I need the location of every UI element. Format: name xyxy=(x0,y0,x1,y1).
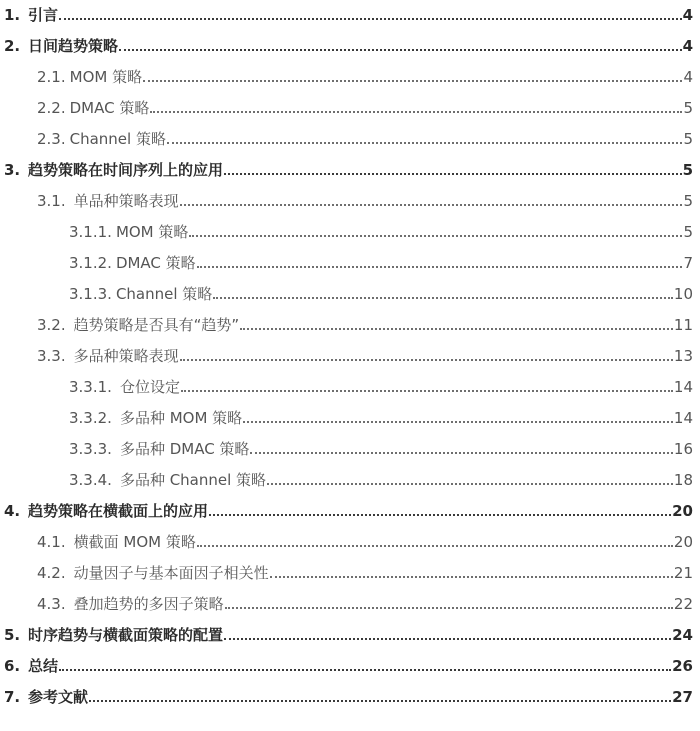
dot-leader xyxy=(119,49,682,51)
toc-entry[interactable] xyxy=(0,248,700,272)
toc-entry[interactable] xyxy=(0,0,700,24)
toc-entry-number: 3.2. xyxy=(37,316,66,334)
toc-entry-page: 10 xyxy=(673,285,693,303)
toc-entry-number: 7. xyxy=(4,688,21,706)
dot-leader xyxy=(197,545,673,547)
toc-entry-title: 多品种策略表现 xyxy=(73,347,179,365)
toc-entry-number: 4. xyxy=(4,502,21,520)
toc-entry[interactable] xyxy=(0,682,700,706)
toc-entry[interactable] xyxy=(0,651,700,675)
toc-entry-title: 仓位设定 xyxy=(119,378,180,396)
toc-entry-title: 趋势策略在时间序列上的应用 xyxy=(28,161,224,179)
toc-entry[interactable] xyxy=(0,31,700,55)
dot-leader xyxy=(224,638,671,640)
toc-entry-title: 多品种 MOM 策略 xyxy=(119,409,243,427)
toc-entry-page: 4 xyxy=(683,68,693,86)
toc-entry-page: 18 xyxy=(673,471,693,489)
toc-entry-page: 5 xyxy=(683,130,693,148)
dot-leader xyxy=(270,576,673,578)
toc-entry-title: MOM 策略 xyxy=(69,68,143,86)
toc-entry-title: DMAC 策略 xyxy=(69,99,150,117)
toc-entry-number: 4.1. xyxy=(37,533,66,551)
toc-entry[interactable] xyxy=(0,465,700,489)
toc-entry[interactable] xyxy=(0,589,700,613)
dot-leader xyxy=(150,111,682,113)
toc-entry-number: 3.3.4. xyxy=(69,471,112,489)
dot-leader xyxy=(213,297,673,299)
dot-leader xyxy=(89,700,671,702)
toc-entry-page: 4 xyxy=(682,37,693,55)
dot-leader xyxy=(224,173,682,175)
toc-entry[interactable] xyxy=(0,527,700,551)
toc-entry-title: DMAC 策略 xyxy=(115,254,196,272)
toc-entry[interactable] xyxy=(0,62,700,86)
toc-entry-page: 14 xyxy=(673,378,693,396)
dot-leader xyxy=(209,514,671,516)
toc-entry-page: 24 xyxy=(672,626,693,644)
toc-entry[interactable] xyxy=(0,341,700,365)
toc-entry[interactable] xyxy=(0,155,700,179)
toc-entry[interactable] xyxy=(0,403,700,427)
toc-entry-page: 11 xyxy=(673,316,693,334)
dot-leader xyxy=(225,607,673,609)
toc-entry-page: 5 xyxy=(683,192,693,210)
toc-entry-page: 5 xyxy=(683,223,693,241)
toc-entry-page: 5 xyxy=(682,161,693,179)
toc-entry-number: 3.3.2. xyxy=(69,409,112,427)
toc-entry-page: 20 xyxy=(673,533,693,551)
toc-entry-title: 日间趋势策略 xyxy=(28,37,119,55)
toc-entry-number: 6. xyxy=(4,657,21,675)
dot-leader xyxy=(181,390,673,392)
dot-leader xyxy=(243,421,673,423)
toc-entry[interactable] xyxy=(0,279,700,303)
dot-leader xyxy=(240,328,673,330)
toc-entry-number: 5. xyxy=(4,626,21,644)
toc-entry-title: 横截面 MOM 策略 xyxy=(73,533,196,551)
toc-entry-title: 趋势策略在横截面上的应用 xyxy=(28,502,209,520)
toc-entry-page: 5 xyxy=(683,99,693,117)
toc-entry-number: 1. xyxy=(4,6,21,24)
toc-entry[interactable] xyxy=(0,620,700,644)
dot-leader xyxy=(167,142,682,144)
dot-leader xyxy=(250,452,672,454)
dot-leader xyxy=(180,359,673,361)
dot-leader xyxy=(59,669,671,671)
toc-entry[interactable] xyxy=(0,186,700,210)
toc-entry-title: 单品种策略表现 xyxy=(73,192,179,210)
toc-entry-number: 2.1. xyxy=(37,68,66,86)
toc-entry-page: 13 xyxy=(673,347,693,365)
toc-entry[interactable] xyxy=(0,434,700,458)
toc-entry[interactable] xyxy=(0,372,700,396)
toc-entry-title: Channel 策略 xyxy=(115,285,213,303)
toc-entry-title: 多品种 DMAC 策略 xyxy=(119,440,250,458)
dot-leader xyxy=(180,204,683,206)
toc-entry-number: 2.3. xyxy=(37,130,66,148)
toc-entry-title: MOM 策略 xyxy=(115,223,189,241)
toc-entry-title: 时序趋势与横截面策略的配置 xyxy=(28,626,224,644)
toc-entry-page: 22 xyxy=(673,595,693,613)
toc-entry[interactable] xyxy=(0,496,700,520)
toc-entry-title: 叠加趋势的多因子策略 xyxy=(73,595,224,613)
toc-entry-number: 3.3.3. xyxy=(69,440,112,458)
toc-entry-number: 3.1.3. xyxy=(69,285,112,303)
toc-entry[interactable] xyxy=(0,93,700,117)
dot-leader xyxy=(143,80,682,82)
toc-entry-page: 20 xyxy=(672,502,693,520)
toc-entry-number: 4.3. xyxy=(37,595,66,613)
toc-entry-number: 3.1. xyxy=(37,192,66,210)
toc-entry[interactable] xyxy=(0,558,700,582)
toc-entry[interactable] xyxy=(0,124,700,148)
dot-leader xyxy=(189,235,682,237)
toc-entry-page: 26 xyxy=(672,657,693,675)
dot-leader xyxy=(197,266,683,268)
toc-entry-number: 3.1.2. xyxy=(69,254,112,272)
toc-entry-title: 动量因子与基本面因子相关性 xyxy=(73,564,269,582)
toc-entry-page: 14 xyxy=(673,409,693,427)
dot-leader xyxy=(59,18,682,20)
toc-entry[interactable] xyxy=(0,217,700,241)
toc-entry-number: 3. xyxy=(4,161,21,179)
toc-entry-number: 3.3. xyxy=(37,347,66,365)
toc-entry-number: 4.2. xyxy=(37,564,66,582)
toc-entry-title: 总结 xyxy=(28,657,59,675)
toc-entry-title: 引言 xyxy=(28,6,59,24)
toc-entry-page: 16 xyxy=(673,440,693,458)
toc-entry-number: 2.2. xyxy=(37,99,66,117)
toc-entry-title: 多品种 Channel 策略 xyxy=(119,471,267,489)
toc-entry-title: 参考文献 xyxy=(28,688,89,706)
toc-entry-title: 趋势策略是否具有“趋势” xyxy=(73,316,240,334)
toc-entry-number: 3.1.1. xyxy=(69,223,112,241)
toc-entry-page: 21 xyxy=(673,564,693,582)
toc-entry-number: 2. xyxy=(4,37,21,55)
toc-entry-page: 27 xyxy=(672,688,693,706)
toc-entry[interactable] xyxy=(0,310,700,334)
dot-leader xyxy=(267,483,673,485)
toc-entry-title: Channel 策略 xyxy=(69,130,166,148)
toc-entry-page: 7 xyxy=(683,254,693,272)
toc-entry-page: 4 xyxy=(682,6,693,24)
toc-entry-number: 3.3.1. xyxy=(69,378,112,396)
